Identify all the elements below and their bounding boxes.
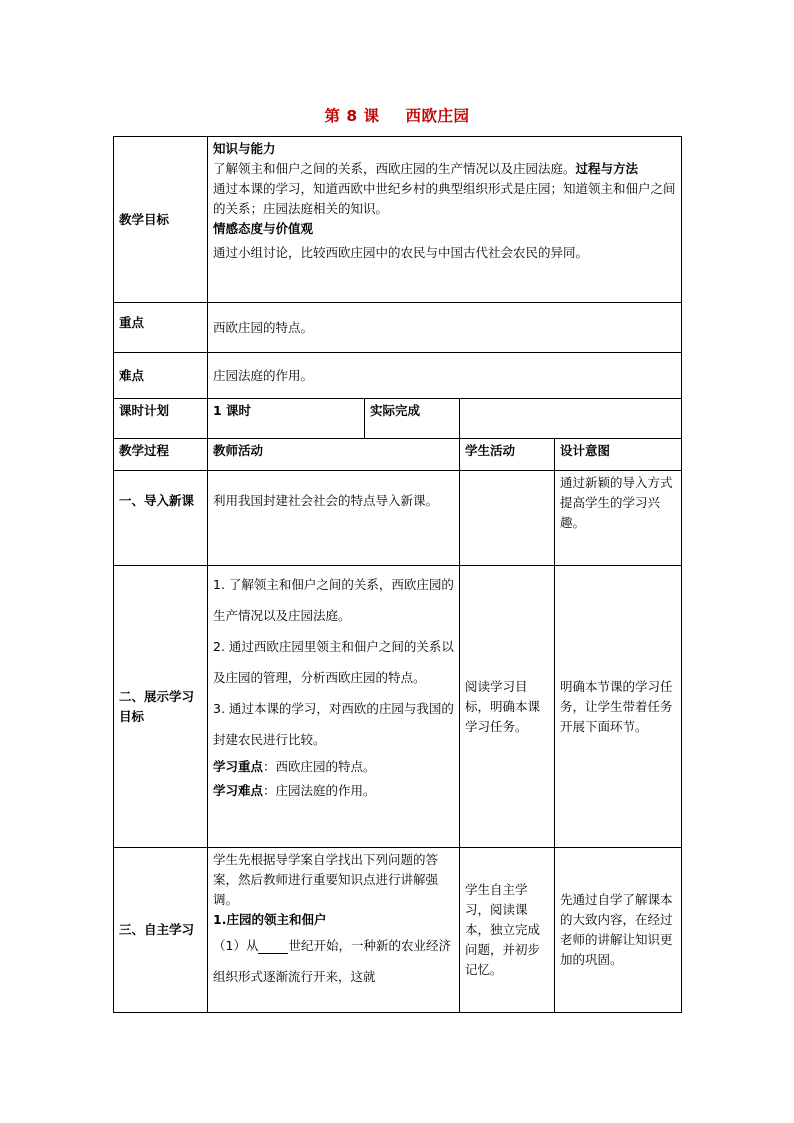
key-point-label: 重点 bbox=[114, 303, 208, 353]
step2-label: 二、展示学习目标 bbox=[114, 566, 208, 848]
actual-value bbox=[460, 399, 682, 439]
key-point-text: 西欧庄园的特点。 bbox=[208, 303, 682, 353]
step2-teacher bbox=[208, 566, 460, 848]
step3-teacher bbox=[208, 848, 460, 1013]
values-text: 通过小组讨论，比较西欧庄园中的农民与中国古代社会农民的异同。 bbox=[213, 245, 589, 260]
lesson-name: 西欧庄园 bbox=[405, 107, 470, 125]
step1-row bbox=[114, 471, 682, 566]
step2-student: 阅读学习目标，明确本课学习任务。 bbox=[460, 566, 555, 848]
page-title bbox=[0, 104, 794, 126]
difficulty-label: 难点 bbox=[114, 353, 208, 399]
schedule-label: 课时计划 bbox=[114, 399, 208, 439]
step1-label: 一、导入新课 bbox=[114, 471, 208, 566]
difficulty-row bbox=[114, 353, 682, 399]
knowledge-text: 了解领主和佃户之间的关系，西欧庄园的生产情况以及庄园法庭。过程与方法 bbox=[213, 161, 639, 176]
step2-goal-2: 2. 通过西欧庄园里领主和佃户之间的关系以及庄园的管理，分析西欧庄园的特点。 bbox=[213, 639, 454, 685]
process-text: 通过本课的学习，知道西欧中世纪乡村的典型组织形式是庄园；知道领主和佃户之间的关系；庄园法庭相关的知识。 bbox=[213, 181, 676, 216]
student-col-label: 学生活动 bbox=[460, 439, 555, 471]
schedule-value: 1 课时 bbox=[208, 399, 365, 439]
schedule-row bbox=[114, 399, 682, 439]
step1-intent: 通过新颖的导入方式提高学生的学习兴趣。 bbox=[555, 471, 682, 566]
teacher-col-label: 教师活动 bbox=[208, 439, 460, 471]
values-heading: 情感态度与价值观 bbox=[213, 221, 314, 236]
step3-intro: 学生先根据导学案自学找出下列问题的答案，然后教师进行重要知识点进行讲解强调。 bbox=[213, 852, 439, 907]
step2-intent: 明确本节课的学习任务，让学生带着任务开展下面环节。 bbox=[555, 566, 682, 848]
step3-student: 学生自主学习，阅读课本，独立完成问题，并初步记忆。 bbox=[460, 848, 555, 1013]
objectives-content bbox=[208, 137, 682, 303]
process-col-label: 教学过程 bbox=[114, 439, 208, 471]
step1-teacher: 利用我国封建社会社会的特点导入新课。 bbox=[208, 471, 460, 566]
process-heading: 过程与方法 bbox=[575, 161, 639, 176]
step3-row bbox=[114, 848, 682, 1013]
key-point-row bbox=[114, 303, 682, 353]
objectives-label: 教学目标 bbox=[114, 137, 208, 303]
actual-label: 实际完成 bbox=[365, 399, 460, 439]
lesson-number: 第 8 课 bbox=[324, 107, 380, 125]
objectives-row bbox=[114, 137, 682, 303]
fill-blank bbox=[258, 939, 288, 954]
difficulty-text: 庄园法庭的作用。 bbox=[208, 353, 682, 399]
step3-question: （1）从 世纪开始，一种新的农业经济组织形式逐渐流行开来，这就 bbox=[213, 938, 451, 984]
knowledge-heading: 知识与能力 bbox=[213, 141, 276, 156]
process-header-row bbox=[114, 439, 682, 471]
step3-label: 三、自主学习 bbox=[114, 848, 208, 1013]
step3-subheading: 1.庄园的领主和佃户 bbox=[213, 912, 327, 927]
step2-difficulty: 学习难点：庄园法庭的作用。 bbox=[213, 783, 376, 798]
step2-goal-1: 1. 了解领主和佃户之间的关系，西欧庄园的生产情况以及庄园法庭。 bbox=[213, 577, 454, 623]
step2-goal-3: 3. 通过本课的学习，对西欧的庄园与我国的封建农民进行比较。 bbox=[213, 701, 454, 747]
step2-focus: 学习重点：西欧庄园的特点。 bbox=[213, 759, 376, 774]
intent-col-label: 设计意图 bbox=[555, 439, 682, 471]
step2-row bbox=[114, 566, 682, 848]
lesson-plan-table bbox=[113, 136, 682, 1013]
step1-student bbox=[460, 471, 555, 566]
step3-intent: 先通过自学了解课本的大致内容，在经过老师的讲解让知识更加的巩固。 bbox=[555, 848, 682, 1013]
